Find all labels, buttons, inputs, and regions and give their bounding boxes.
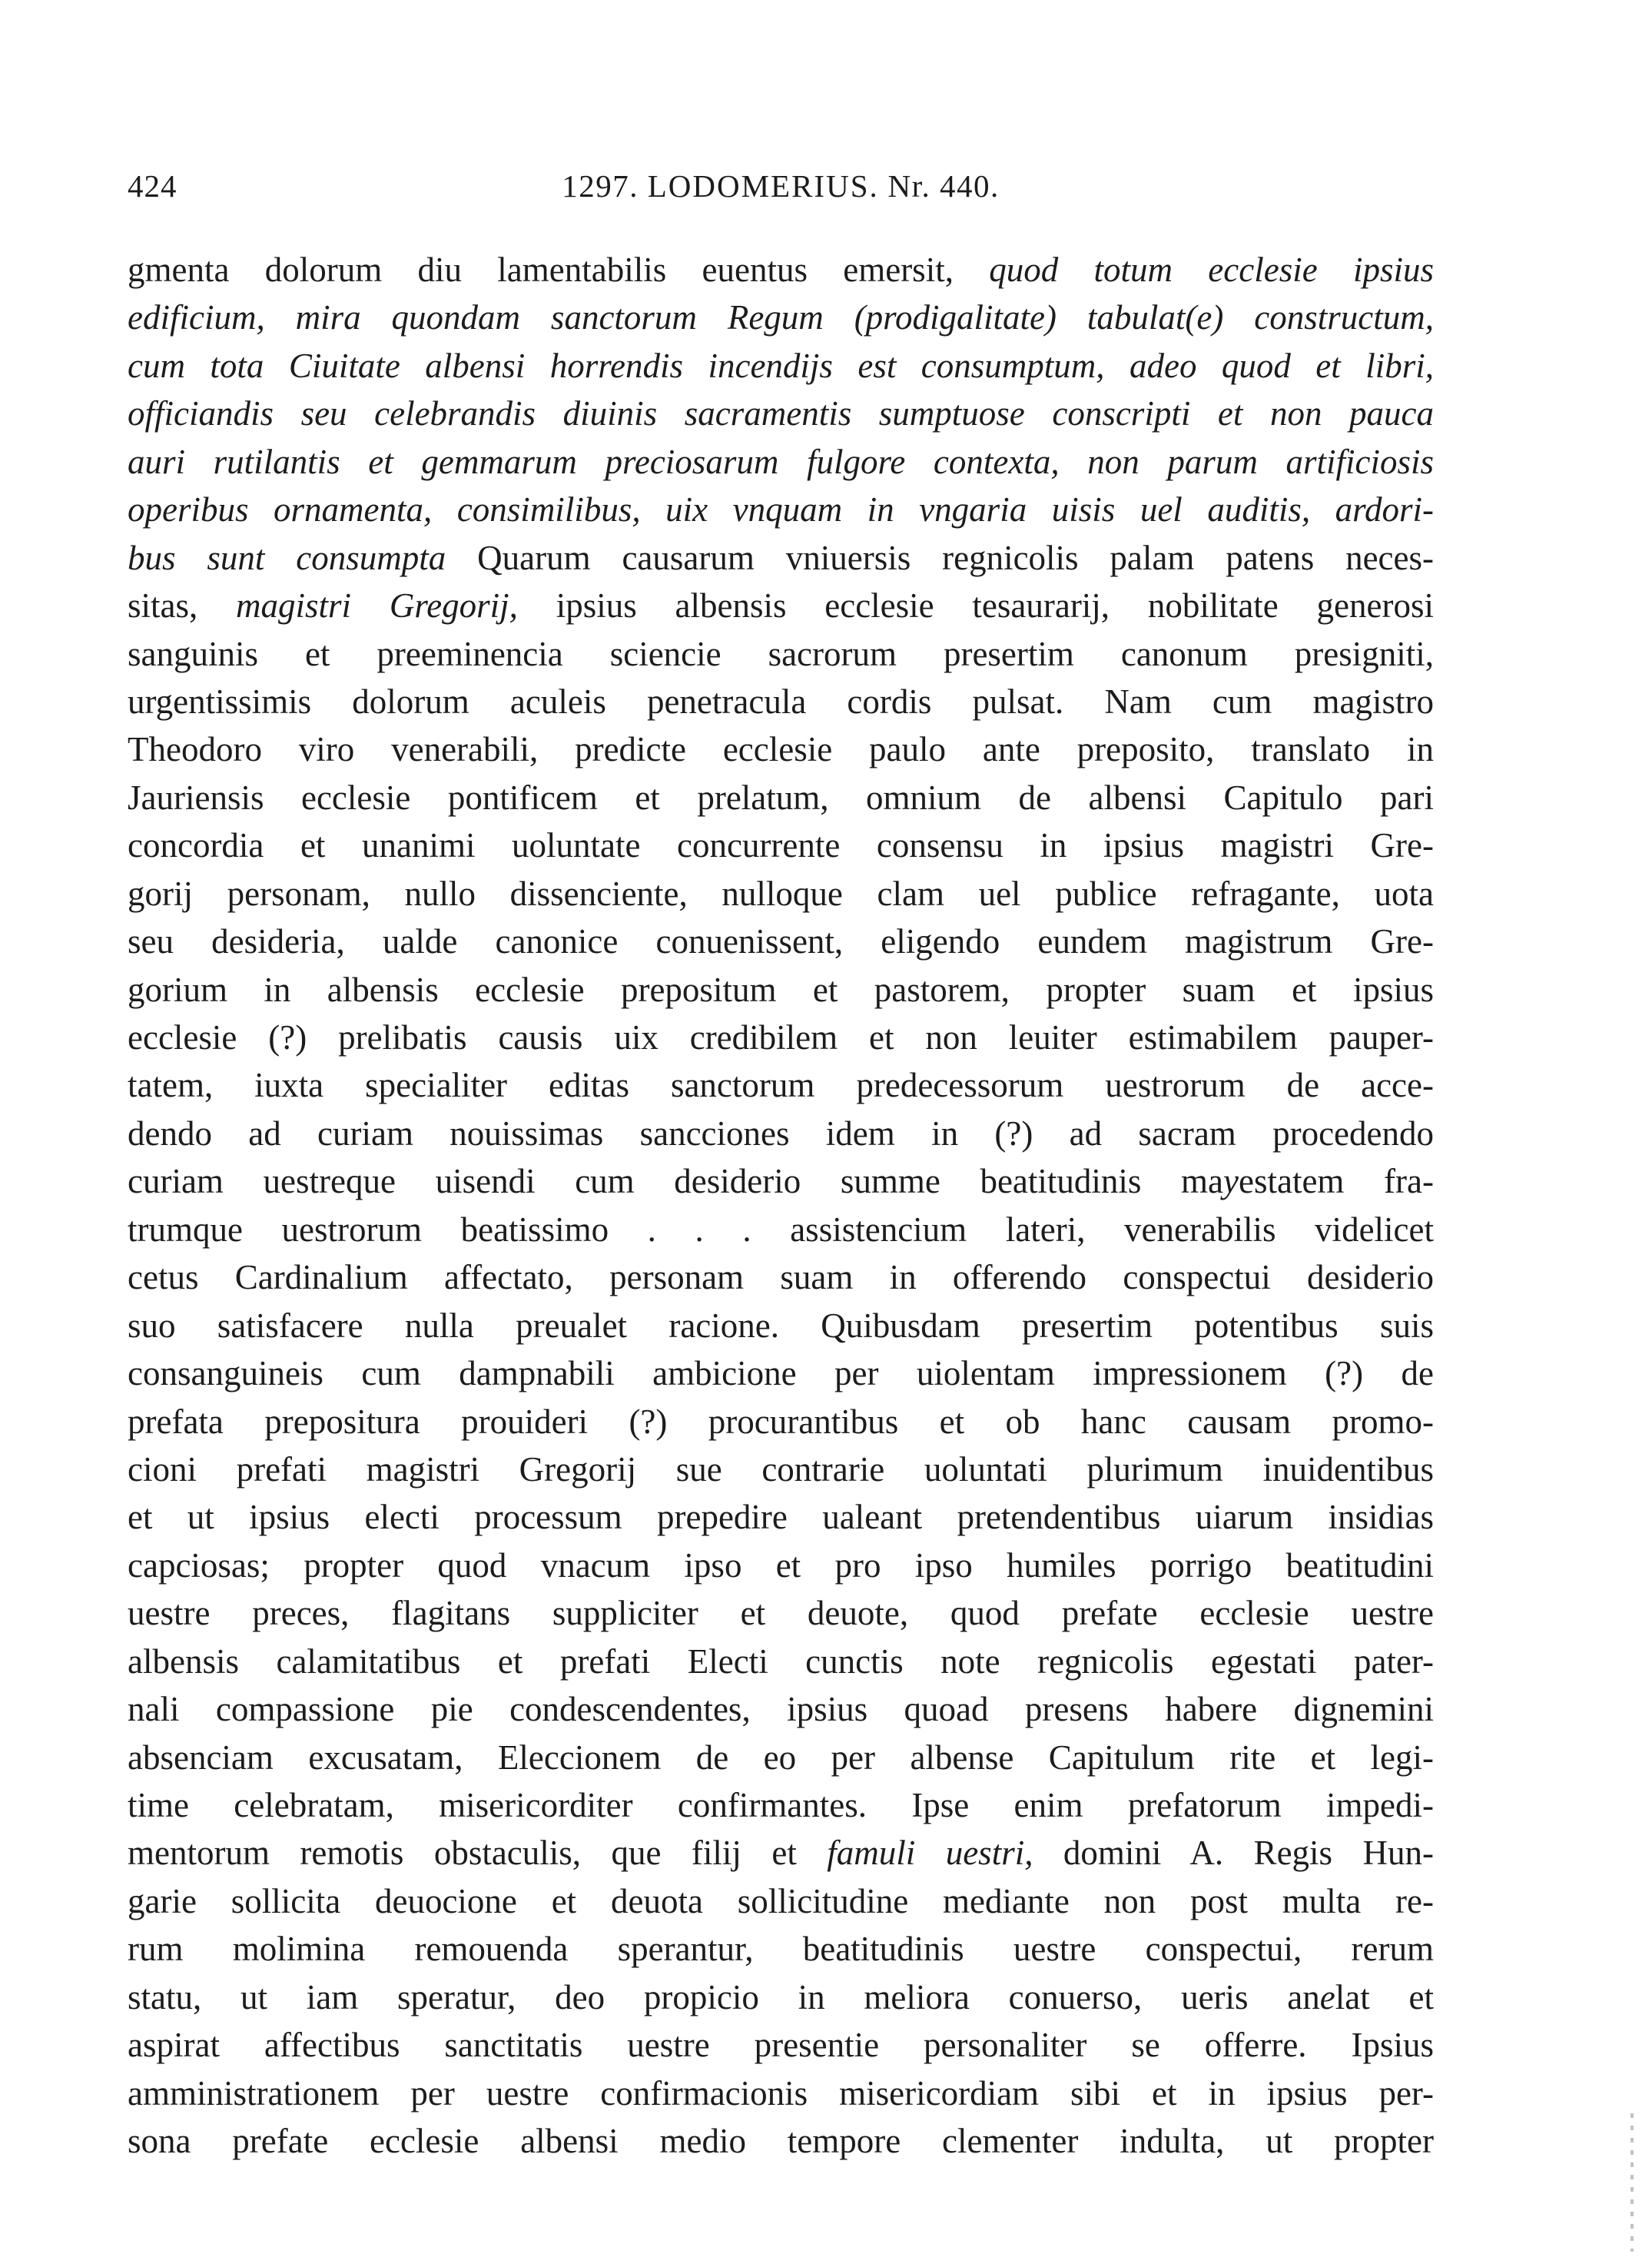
- text-line: [128, 1638, 1434, 1685]
- italic-text: bus sunt consumpta: [128, 538, 446, 577]
- text-line: [128, 2070, 1434, 2117]
- text-line: [128, 1349, 1434, 1397]
- text-line: [128, 582, 1434, 629]
- text-segment: aspirat affectibus sanctitatis uestre presentie personaliter se offerre. Ipsius: [128, 2026, 1434, 2065]
- running-head-entry: Nr. 440.: [887, 168, 1000, 204]
- text-line: [128, 342, 1434, 390]
- italic-text: operibus ornamenta, consimilibus, uix vnquam in vngaria uisis uel auditis, ardori-: [128, 490, 1434, 529]
- body-text: [128, 246, 1434, 2166]
- text-segment: amministrationem per uestre confirmacionis misericordiam sibi et in ipsius per-: [128, 2073, 1434, 2113]
- italic-text: edificium, mira quondam sanctorum Regum (prodigalitate) tabulat(e) constructum,: [128, 298, 1434, 337]
- text-segment: Quarum causarum vniuersis regnicolis palam patens neces-: [446, 538, 1435, 577]
- text-line: [128, 821, 1434, 869]
- text-line: [128, 1685, 1434, 1733]
- text-segment: albensis calamitatibus et prefati Electi cunctis note regnicolis egestati pater-: [128, 1641, 1434, 1681]
- italic-text: officiandis seu celebrandis diuinis sacramentis sumptuose conscripti et non pauca: [128, 394, 1434, 433]
- text-segment: rum molimina remouenda sperantur, beatitudinis uestre conspectui, rerum: [128, 1930, 1434, 1969]
- text-segment: Theodoro viro venerabili, predicte ecclesie paulo ante preposito, translato in: [128, 730, 1434, 769]
- text-segment: tatem, iuxta specialiter editas sanctorum predecessorum uestrorum de acce-: [128, 1066, 1434, 1105]
- text-segment: sona prefate ecclesie albensi medio tempore clementer indulta, ut propter: [128, 2122, 1434, 2161]
- text-line: [128, 534, 1434, 582]
- text-segment: absenciam excusatam, Eleccionem de eo per albense Capitulum rite et legi-: [128, 1738, 1434, 1777]
- scan-edge-mark: [1630, 2113, 1634, 2252]
- text-line: [128, 1589, 1434, 1637]
- text-line: [128, 1542, 1434, 1589]
- page-number: 424: [128, 168, 177, 204]
- text-segment: sanguinis et preeminencia sciencie sacrorum presertim canonum presigniti,: [128, 634, 1434, 673]
- text-segment: ecclesie (?) prelibatis causis uix credibilem et non leuiter estimabilem pauper-: [128, 1018, 1434, 1057]
- text-segment: gorij personam, nullo dissenciente, nulloque clam uel publice refragante, uota: [128, 874, 1434, 913]
- text-line: [128, 678, 1434, 725]
- text-segment: estatem fra-: [1239, 1162, 1434, 1201]
- text-line: [128, 870, 1434, 918]
- text-segment: seu desideria, ualde canonice conuenissent, eligendo eundem magistrum Gre-: [128, 922, 1434, 961]
- text-segment: concordia et unanimi uoluntate concurrente consensu in ipsius magistri Gre-: [128, 826, 1434, 865]
- text-line: [128, 1781, 1434, 1829]
- page-header: [128, 168, 1434, 214]
- text-line: [128, 1973, 1434, 2021]
- text-line: [128, 438, 1434, 486]
- running-head-name: LODOMERIUS.: [647, 168, 879, 204]
- italic-text: famuli uestri,: [827, 1834, 1033, 1873]
- text-segment: lat et: [1335, 1977, 1434, 2016]
- italic-text: e: [1319, 1977, 1335, 2016]
- text-line: [128, 390, 1434, 437]
- text-line: [128, 774, 1434, 821]
- text-segment: urgentissimis dolorum aculeis penetracula cordis pulsat. Nam cum magistro: [128, 682, 1434, 721]
- text-segment: cioni prefati magistri Gregorij sue contrarie uoluntati plurimum inuidentibus: [128, 1449, 1434, 1489]
- text-line: [128, 1014, 1434, 1061]
- italic-text: auri rutilantis et gemmarum preciosarum fulgore contexta, non parum artificiosis: [128, 442, 1434, 481]
- text-segment: time celebratam, misericorditer confirmantes. Ipse enim prefatorum impedi-: [128, 1786, 1434, 1824]
- text-line: [128, 1829, 1434, 1877]
- text-line: [128, 1446, 1434, 1493]
- text-segment: gmenta dolorum diu lamentabilis euentus emersit,: [128, 251, 990, 289]
- text-line: [128, 1493, 1434, 1541]
- running-head-year: 1297.: [562, 168, 639, 204]
- text-line: [128, 1877, 1434, 1925]
- text-line: [128, 1253, 1434, 1301]
- text-segment: prefata prepositura prouideri (?) procurantibus et ob hanc causam promo-: [128, 1402, 1434, 1441]
- text-line: [128, 1157, 1434, 1205]
- italic-text: cum tota Ciuitate albensi horrendis incendijs est consumptum, adeo quod et libri,: [128, 346, 1434, 385]
- text-segment: suo satisfacere nulla preualet racione. Quibusdam presertim potentibus suis: [128, 1306, 1434, 1345]
- text-segment: Jauriensis ecclesie pontificem et prelatum, omnium de albensi Capitulo pari: [128, 778, 1434, 817]
- text-line: [128, 294, 1434, 341]
- text-segment: garie sollicita deuocione et deuota sollicitudine mediante non post multa re-: [128, 1881, 1434, 1920]
- text-segment: sitas,: [128, 586, 237, 626]
- text-segment: nali compassione pie condescendentes, ipsius quoad presens habere dignemini: [128, 1690, 1434, 1729]
- text-line: [128, 1398, 1434, 1446]
- italic-text: magistri Gregorij,: [236, 586, 518, 626]
- text-line: [128, 1061, 1434, 1109]
- text-line: [128, 1302, 1434, 1349]
- text-line: [128, 918, 1434, 965]
- text-segment: cetus Cardinalium affectato, personam suam in offerendo conspectui desiderio: [128, 1258, 1434, 1297]
- text-line: [128, 246, 1434, 294]
- text-segment: statu, ut iam speratur, deo propicio in meliora conuerso, ueris an: [128, 1977, 1320, 2016]
- text-segment: domini A. Regis Hun-: [1033, 1834, 1434, 1873]
- italic-text: y: [1223, 1162, 1239, 1201]
- text-segment: capciosas; propter quod vnacum ipso et pro ipso humiles porrigo beatitudini: [128, 1545, 1434, 1585]
- text-line: [128, 2117, 1434, 2165]
- text-segment: ipsius albensis ecclesie tesaurarij, nobilitate generosi: [517, 586, 1435, 626]
- text-segment: gorium in albensis ecclesie prepositum et pastorem, propter suam et ipsius: [128, 970, 1434, 1009]
- text-segment: curiam uestreque uisendi cum desiderio summe beatitudinis ma: [128, 1162, 1224, 1201]
- text-line: [128, 1925, 1434, 1973]
- text-segment: uestre preces, flagitans suppliciter et deuote, quod prefate ecclesie uestre: [128, 1594, 1434, 1633]
- text-line: [128, 630, 1434, 678]
- text-line: [128, 2021, 1434, 2069]
- text-line: [128, 966, 1434, 1014]
- text-line: [128, 486, 1434, 533]
- text-segment: consanguineis cum dampnabili ambicione per uiolentam impressionem (?) de: [128, 1354, 1434, 1393]
- text-segment: dendo ad curiam nouissimas sancciones idem in (?) ad sacram procedendo: [128, 1114, 1434, 1153]
- text-segment: et ut ipsius electi processum prepedire ualeant pretendentibus uiarum insidias: [128, 1498, 1434, 1537]
- text-line: [128, 1734, 1434, 1781]
- text-line: [128, 1110, 1434, 1157]
- running-head: [128, 168, 1434, 204]
- text-line: [128, 725, 1434, 773]
- italic-text: quod totum ecclesie ipsius: [989, 251, 1434, 289]
- text-segment: trumque uestrorum beatissimo . . . assistencium lateri, venerabilis videlicet: [128, 1210, 1434, 1249]
- text-segment: mentorum remotis obstaculis, que filij et: [128, 1834, 828, 1873]
- text-line: [128, 1206, 1434, 1253]
